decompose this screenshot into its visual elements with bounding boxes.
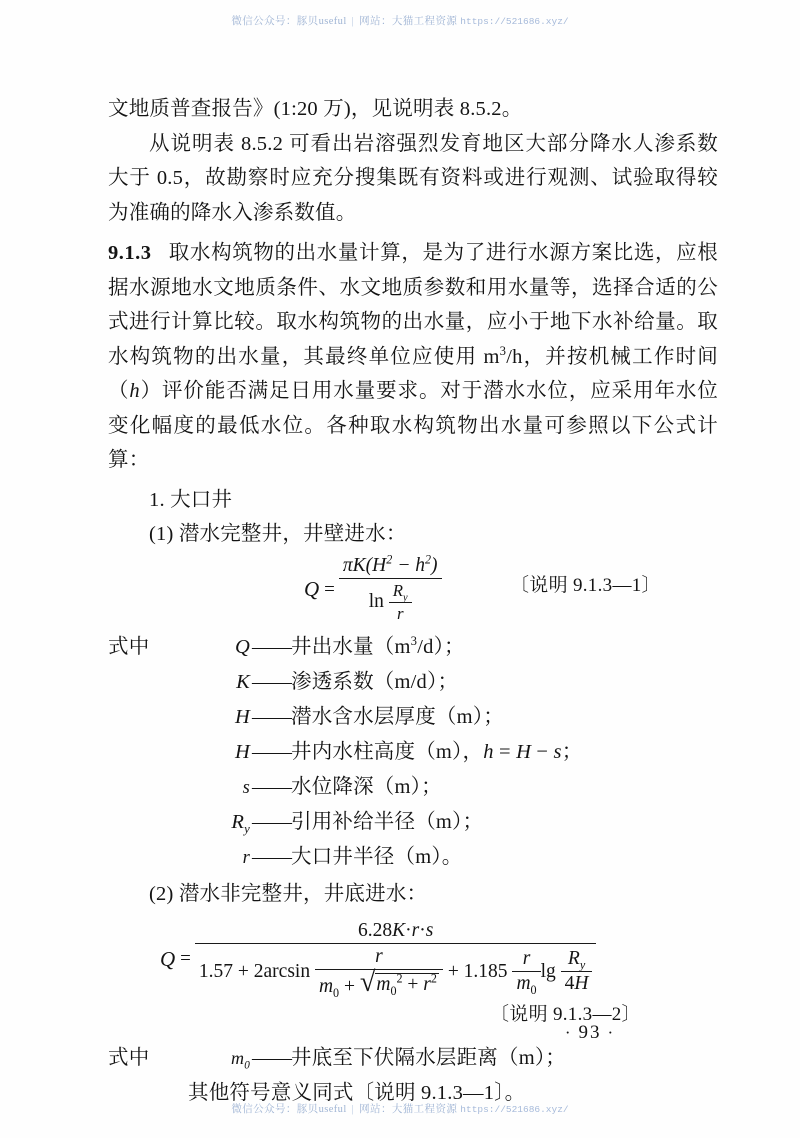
formula-1-numerator — [339, 554, 442, 578]
variable-row — [108, 630, 718, 665]
variable-row — [108, 1041, 718, 1076]
variable-symbol: K — [236, 670, 250, 693]
section-symbol-h: h — [129, 380, 140, 402]
watermark-url: https://521686.xyz/ — [460, 16, 569, 27]
variable-desc: 井内水柱高度（m），h = H − s； — [291, 740, 583, 763]
formula-2-plus-const: + 1.185 — [447, 960, 508, 982]
formula-2-ry-num: $R_y$ — [567, 948, 586, 972]
variable-note: 其他符号意义同式〔说明 9.1.3—1〕。 — [188, 1082, 526, 1104]
formula-1-label: 〔说明 9.1.3—1〕 — [510, 574, 661, 596]
formula-1-block — [108, 552, 718, 630]
formula-2-lg: lg — [540, 960, 556, 982]
page-number-dot-left: · — [564, 1023, 573, 1042]
page-number — [0, 1022, 800, 1044]
formula-2-arcsin-den: $m_0$ + √ $m_0^2 + r^2$ — [318, 966, 437, 1000]
watermark-url: https://521686.xyz/ — [460, 1104, 569, 1115]
page-number-dot-right: · — [607, 1023, 616, 1042]
formula-1-inner-fraction — [389, 580, 412, 625]
paragraph-infiltration: 从说明表 8.5.2 可看出岩溶强烈发育地区大部分降水人渗系数大于 0.5，故勘察时应充分搜集既有资料或进行观测、试验取得较为准确的降水入渗系数值。 — [108, 132, 718, 224]
formula-1-den-ln: ln — [368, 590, 384, 612]
variable-dash: —— — [252, 740, 291, 763]
page-number-value: 93 — [578, 1022, 602, 1043]
variable-dash: —— — [252, 705, 291, 728]
variable-dash: —— — [252, 635, 291, 658]
sqrt-icon: √ $m_0^2 + r^2$ — [359, 966, 437, 998]
formula-2-denominator — [195, 944, 597, 1000]
section-9-1-3 — [108, 236, 718, 478]
formula-2-r-m0-den: $m_0$ — [516, 973, 537, 997]
variable-desc: 渗透系数（m/d）； — [291, 670, 459, 693]
formula-1-inner-den: r — [396, 603, 404, 623]
formula-1-inner-num: $R_y$ — [392, 580, 408, 603]
item-large-diameter-well: 1. 大口井 — [149, 488, 233, 511]
watermark-site-label: 网站：大猫工程资源 — [359, 1104, 458, 1115]
section-unit-superscript: 3 — [499, 343, 507, 358]
paragraph-continued: 文地质普查报告》(1:20 万)，见说明表 8.5.2。 — [108, 98, 523, 120]
variable-symbol: H — [234, 740, 250, 763]
watermark-bottom — [0, 1101, 800, 1116]
formula-2-numerator: 6.28K·r·s — [358, 919, 434, 941]
formula-2-fraction — [195, 919, 597, 1000]
watermark-separator: | — [351, 16, 355, 27]
variable-desc: 井出水量$(m^3/d)$； — [291, 633, 465, 658]
formula-1-lhs: Q — [304, 577, 320, 601]
variable-symbol: s — [242, 776, 250, 797]
formula-2-den-const: 1.57 + 2arcsin — [198, 960, 311, 982]
formula-2-equals: = — [180, 948, 191, 969]
variable-row — [108, 665, 718, 700]
variable-symbol: $R_y$ — [231, 810, 250, 836]
formula-2-arcsin-fraction — [315, 945, 443, 999]
formula-2-lhs: Q — [160, 946, 176, 971]
variable-dash: —— — [252, 810, 291, 833]
item-1-1-complete-well: (1) 潜水完整井，井壁进水： — [149, 523, 407, 545]
variable-desc: 潜水含水层厚度（m）； — [291, 705, 504, 728]
formula-1-num-body: $(H^2 - h^2)$ — [365, 552, 438, 576]
variable-list-2-lead: 式中 — [108, 1047, 150, 1069]
formula-1-equals: = — [324, 578, 335, 600]
variable-dash: —— — [252, 775, 291, 798]
formula-1-fraction — [339, 554, 442, 626]
formula-2-arcsin-num: r — [375, 945, 383, 967]
formula-1-num-pik: πK — [342, 554, 366, 576]
variable-symbol: Q — [234, 635, 250, 658]
variable-row — [108, 840, 718, 875]
formula-2-r-m0-num: r — [522, 948, 531, 969]
section-number: 9.1.3 — [108, 242, 152, 264]
formula-2-4h-den: 4H — [564, 973, 589, 994]
variable-list-1 — [108, 630, 718, 875]
item-1-2-incomplete-well: (2) 潜水非完整井，井底进水： — [149, 882, 428, 905]
variable-symbol: $m_0$ — [230, 1048, 250, 1072]
watermark-separator: | — [351, 1104, 355, 1115]
section-body-part3: ）评价能否满足日用水量要求。对于潜水水位，应采用年水位变化幅度的最低水位。各种取水构筑物出水量可参照以下公式计算： — [108, 380, 718, 471]
variable-row — [108, 700, 718, 735]
variable-symbol: r — [242, 846, 250, 867]
variable-row — [108, 735, 718, 770]
section-body-part1: 取水构筑物的出水量计算，是为了进行水源方案比选，应根据水源地水文地质条件、水文地质参数和用水量等，选择合适的公式进行计算比较。取水构筑物的出水量，应小于地下水补给量。取水构筑物的出水量，其最终单位应使用 m — [108, 242, 718, 368]
variable-desc: 水位降深（m）； — [291, 775, 442, 798]
watermark-wechat-label: 微信公众号：豚贝useful — [231, 16, 347, 27]
formula-2 — [108, 911, 718, 1007]
formula-2-ry-4h-fraction — [561, 947, 593, 996]
watermark-wechat-label: 微信公众号：豚贝useful — [231, 1104, 347, 1115]
variable-desc: 引用补给半径（m）； — [291, 810, 484, 833]
variable-desc: 大口井半径（m）。 — [291, 845, 463, 868]
formula-2-block — [108, 911, 718, 1025]
variable-row — [108, 770, 718, 805]
formula-2-label: 〔说明 9.1.3—2〕 — [490, 1004, 641, 1025]
variable-symbol: H — [234, 705, 250, 728]
variable-desc: 井底至下伏隔水层距离（m）； — [291, 1047, 566, 1069]
variable-row — [108, 805, 718, 840]
watermark-site-label: 网站：大猫工程资源 — [359, 16, 458, 27]
watermark-top — [0, 13, 800, 28]
variable-dash: —— — [252, 670, 291, 693]
formula-1-denominator — [365, 579, 416, 626]
section-body-part2: /h，并按机械工作时间（ — [108, 345, 718, 402]
variable-list-lead: 式中 — [108, 635, 150, 658]
variable-dash: —— — [252, 845, 291, 868]
document-content — [108, 92, 718, 1111]
formula-2-r-m0-fraction — [512, 947, 540, 996]
variable-dash: —— — [252, 1047, 291, 1069]
